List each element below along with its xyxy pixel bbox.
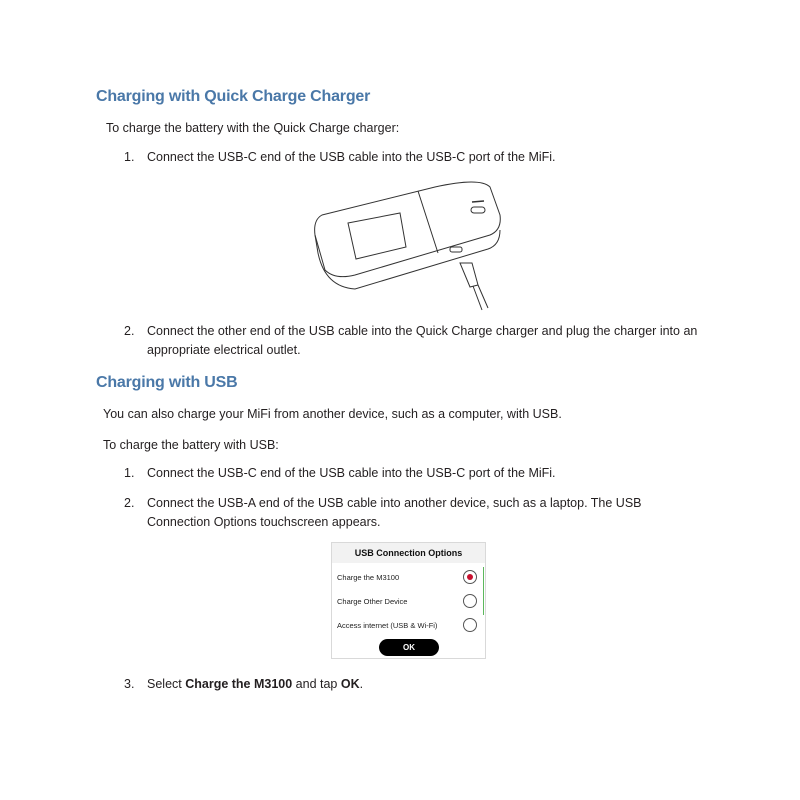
- list-text: Connect the USB-C end of the USB cable into the USB-C port of the MiFi.: [147, 466, 556, 480]
- list-text: Connect the USB-A end of the USB cable into another device, such as a laptop. The USB Connection Options touchscreen appears.: [147, 496, 642, 529]
- list-number: 2.: [124, 324, 135, 338]
- text-segment: Select: [147, 677, 186, 691]
- option-charge-other[interactable]: [337, 592, 477, 612]
- bold-ok-label: OK: [340, 677, 360, 691]
- bold-option-name: Charge the M3100: [185, 677, 293, 691]
- ok-button[interactable]: OK: [379, 639, 439, 656]
- radio-unselected-icon[interactable]: [463, 594, 477, 608]
- usb-connection-options-panel: [331, 542, 486, 659]
- option-label: Charge Other Device: [337, 597, 408, 606]
- list-text: Connect the USB-C end of the USB cable into the USB-C port of the MiFi.: [147, 150, 556, 164]
- usb-cable: [460, 263, 478, 287]
- option-access-internet[interactable]: [337, 616, 477, 636]
- option-label: Charge the M3100: [337, 573, 400, 582]
- power-button-icon: [471, 207, 485, 213]
- list-number: 2.: [124, 496, 135, 510]
- section-heading-quick-charge: Charging with Quick Charge Charger: [96, 88, 371, 105]
- list-number: 1.: [124, 150, 135, 164]
- list-number: 3.: [124, 677, 135, 691]
- usb-c-port-icon: [450, 247, 462, 252]
- panel-title: USB Connection Options: [332, 543, 485, 563]
- device-screen: [348, 213, 406, 259]
- device-body: [315, 182, 501, 277]
- option-label: Access internet (USB & Wi-Fi): [337, 621, 438, 630]
- section2-para: You can also charge your MiFi from another device, such as a computer, with USB.: [103, 407, 562, 421]
- radio-unselected-icon[interactable]: [463, 618, 477, 632]
- device-divider: [418, 191, 438, 253]
- text-segment: and tap: [292, 677, 341, 691]
- list-text: [147, 675, 707, 694]
- mifi-device-illustration: [310, 175, 510, 315]
- radio-selected-icon[interactable]: [463, 570, 477, 584]
- section2-intro: To charge the battery with USB:: [103, 438, 279, 452]
- list-number: 1.: [124, 466, 135, 480]
- section-heading-usb: Charging with USB: [96, 374, 238, 391]
- scrollbar[interactable]: [483, 567, 485, 615]
- list-text: Connect the other end of the USB cable into the Quick Charge charger and plug the charger into an appropriate electrical outlet.: [147, 324, 698, 357]
- option-charge-device[interactable]: [337, 568, 477, 588]
- section1-intro: To charge the battery with the Quick Charge charger:: [106, 121, 400, 135]
- text-segment: .: [359, 677, 364, 691]
